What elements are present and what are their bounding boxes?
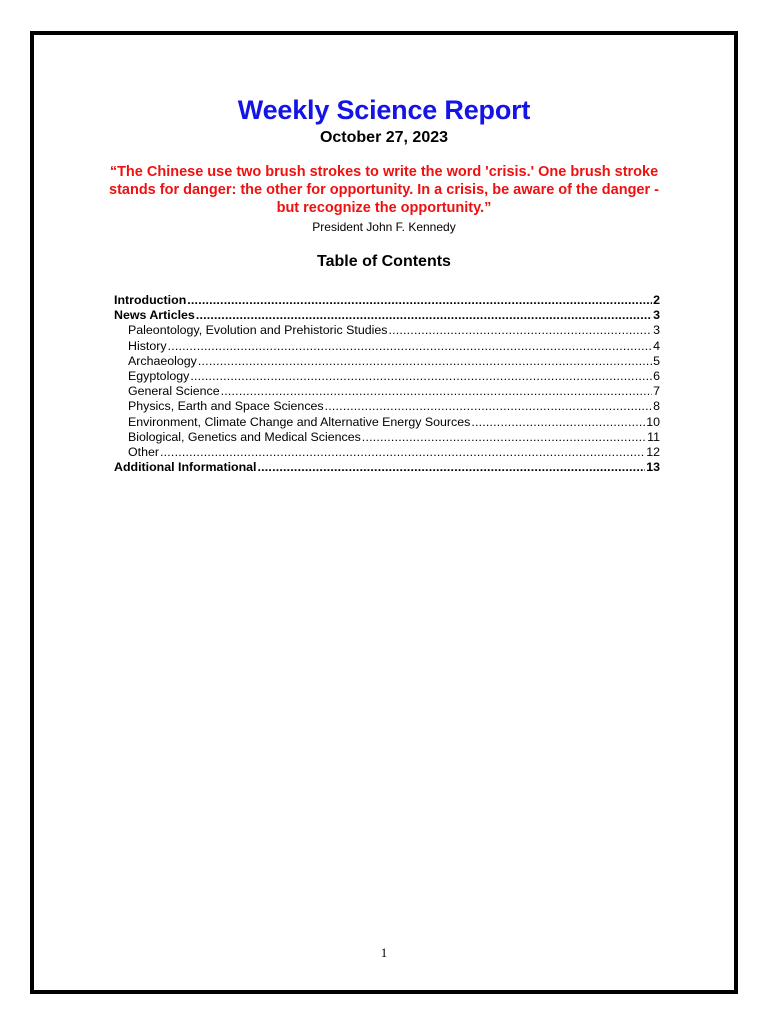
page-border <box>30 31 738 994</box>
toc-dot-leader <box>160 445 645 460</box>
toc-dot-leader <box>196 308 652 323</box>
toc-dot-leader <box>168 339 653 354</box>
toc-entry[interactable] <box>114 293 660 308</box>
toc-entry[interactable] <box>114 399 660 414</box>
toc-entry-label: Physics, Earth and Space Sciences <box>128 399 324 414</box>
toc-entry-page: 8 <box>653 399 660 414</box>
toc-heading: Table of Contents <box>317 253 451 270</box>
toc-entry-label: Egyptology <box>128 368 190 383</box>
toc-entry-label: History <box>128 338 167 353</box>
toc-entry-page: 5 <box>653 353 660 368</box>
toc-entry-label: Introduction <box>114 293 187 307</box>
toc-dot-leader <box>221 384 652 399</box>
toc-entry-page: 2 <box>653 293 660 307</box>
toc-dot-leader <box>187 293 652 308</box>
toc-entry-page: 4 <box>653 338 660 353</box>
quote-attribution: President John F. Kennedy <box>312 220 456 234</box>
toc-entry[interactable] <box>114 430 660 445</box>
table-of-contents <box>114 293 660 475</box>
toc-entry[interactable] <box>114 354 660 369</box>
toc-entry[interactable] <box>114 445 660 460</box>
toc-entry-label: General Science <box>128 384 220 399</box>
toc-dot-leader <box>325 399 652 414</box>
toc-entry-label: Paleontology, Evolution and Prehistoric Studies <box>128 323 388 338</box>
toc-entry-page: 10 <box>646 414 660 429</box>
toc-entry[interactable] <box>114 369 660 384</box>
toc-entry-label: News Articles <box>114 308 195 323</box>
toc-entry-page: 6 <box>653 368 660 383</box>
toc-entry-label: Other <box>128 444 159 459</box>
page-number: 1 <box>380 945 388 960</box>
toc-entry-label: Environment, Climate Change and Alternative Energy Sources <box>128 414 471 429</box>
toc-entry[interactable] <box>114 415 660 430</box>
toc-entry-page: 7 <box>653 384 660 399</box>
toc-dot-leader <box>198 354 652 369</box>
toc-entry[interactable] <box>114 384 660 399</box>
toc-entry-page: 3 <box>653 308 660 323</box>
toc-entry[interactable] <box>114 323 660 338</box>
toc-entry-label: Archaeology <box>128 353 197 368</box>
toc-dot-leader <box>362 430 646 445</box>
toc-entry-page: 11 <box>647 429 660 444</box>
toc-entry-page: 3 <box>653 323 660 338</box>
toc-dot-leader <box>388 323 652 338</box>
toc-entry[interactable] <box>114 308 660 323</box>
toc-entry-page: 12 <box>646 444 660 459</box>
report-date: October 27, 2023 <box>319 129 449 146</box>
toc-dot-leader <box>190 369 652 384</box>
toc-entry[interactable] <box>114 460 660 475</box>
toc-entry[interactable] <box>114 339 660 354</box>
toc-dot-leader <box>471 415 645 430</box>
document-title: Weekly Science Report <box>237 95 531 125</box>
toc-entry-label: Additional Informational <box>114 460 257 475</box>
toc-entry-page: 13 <box>646 460 660 475</box>
toc-entry-label: Biological, Genetics and Medical Sciences <box>128 429 361 444</box>
quote-text: “The Chinese use two brush strokes to write the word 'crisis.' One brush stroke stands for danger: the other for opportunity. In a crisis, be aware of the danger - but recognize the opportunity.” <box>109 164 659 216</box>
toc-dot-leader <box>258 460 646 475</box>
